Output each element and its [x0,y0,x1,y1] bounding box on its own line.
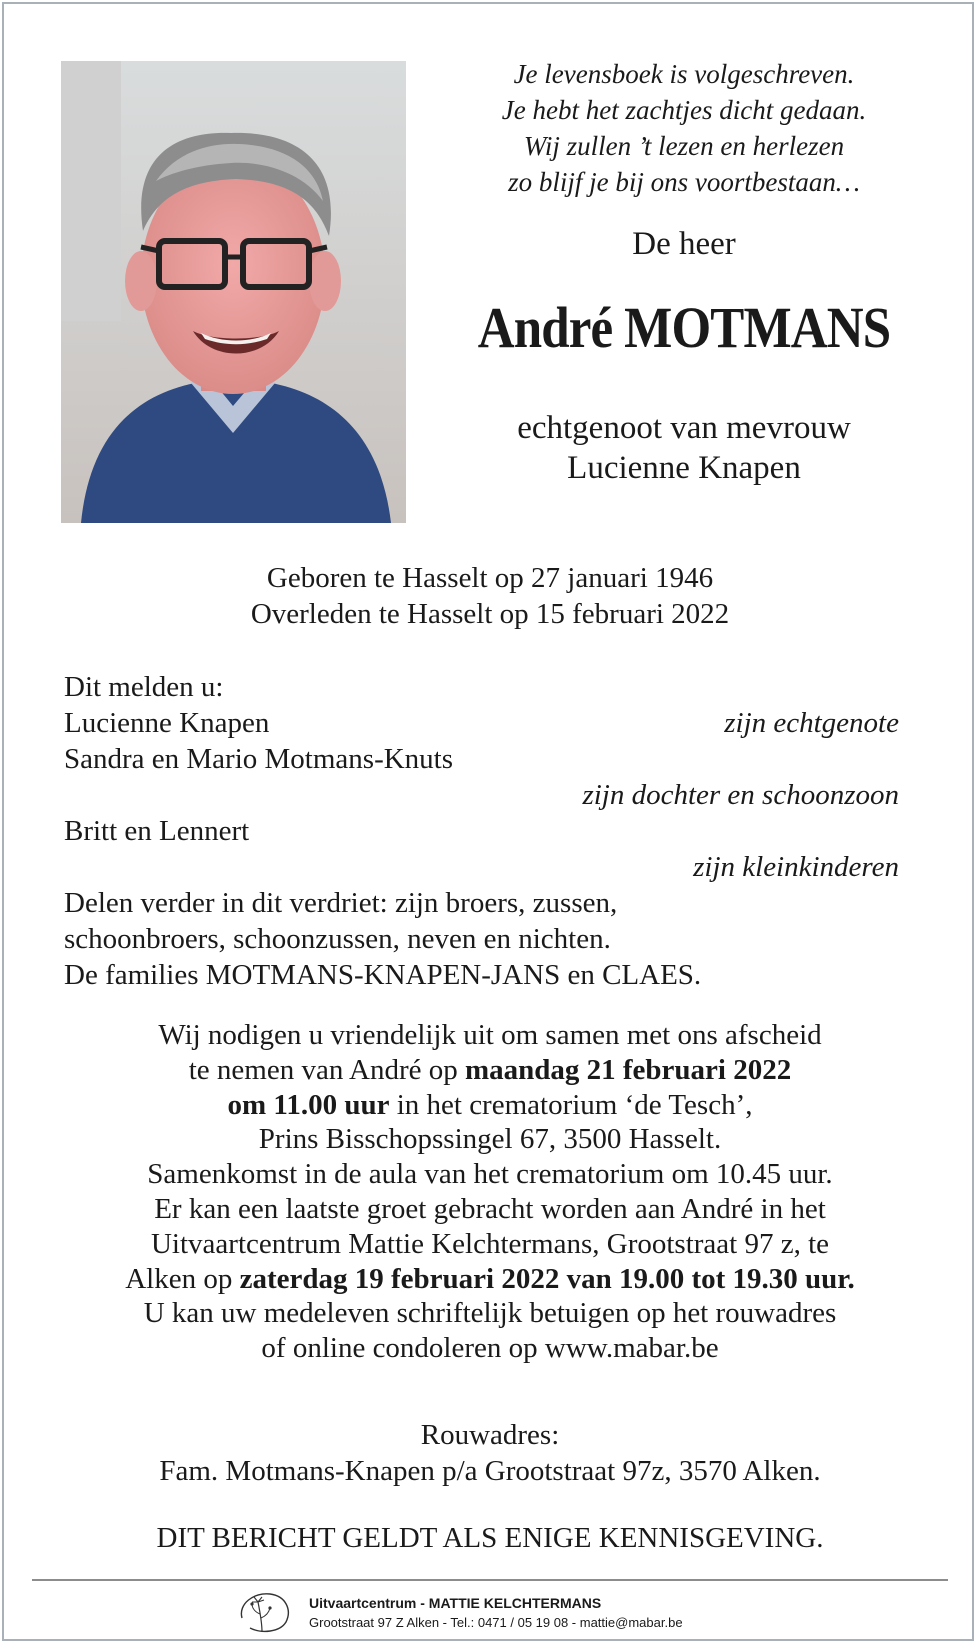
address-value: Fam. Motmans-Knapen p/a Grootstraat 97z, 3570 Alken. [159,1455,821,1487]
announce-extra-line: Delen verder in dit verdriet: zijn broers, zussen, [64,887,618,919]
funeral-home-name: Uitvaartcentrum - MATTIE KELCHTERMANS [309,1595,602,1611]
family-member-relation: zijn dochter en schoonzoon [582,779,899,811]
ceremony-time: om 11.00 uur [227,1088,390,1121]
family-member-row [64,849,899,885]
ceremony-text: in het crematorium ‘de Tesch’, [389,1088,753,1121]
family-member-name: Britt en Lennert [64,815,250,847]
death-notice-card [2,2,974,1641]
address-label: Rouwadres: [420,1419,560,1451]
death-line: Overleden te Hasselt op 15 februari 2022 [250,598,730,630]
poem-line: Wij zullen ’t lezen en herlezen [523,131,845,161]
ceremony-date: maandag 21 februari 2022 [464,1053,792,1086]
birth-line: Geboren te Hasselt op 27 januari 1946 [266,562,714,594]
portrait-illustration [61,61,406,523]
ceremony-line: Uitvaartcentrum Mattie Kelchtermans, Grootstraat 97 z, te [150,1227,830,1260]
ceremony-line [4,1053,976,1088]
poem-line: Je levensboek is volgeschreven. [513,59,855,89]
ceremony-line [4,1262,976,1297]
portrait-photo [61,61,406,523]
life-dates [4,560,976,632]
visitation-datetime: zaterdag 19 februari 2022 van 19.00 tot 19.30 uur. [239,1262,855,1295]
spouse-name: Lucienne Knapen [567,450,801,486]
flower-circle-icon [232,1588,296,1636]
spouse-info [434,408,934,488]
title-prefix: De heer [632,226,736,262]
ceremony-line: Wij nodigen u vriendelijk uit om samen met ons afscheid [158,1019,822,1051]
ceremony-line: Prins Bisschopssingel 67, 3500 Hasselt. [258,1123,722,1156]
announce-extra-line: schoonbroers, schoonzussen, neven en nichten. [64,923,611,955]
ceremony-info [4,1018,976,1366]
poem [434,56,934,200]
poem-line: zo blijf je bij ons voortbestaan… [508,167,860,197]
family-member-relation: zijn kleinkinderen [693,851,899,883]
family-member-relation: zijn echtgenote [724,707,899,739]
ceremony-line [4,1088,976,1123]
mourning-address [4,1417,976,1489]
footer-divider [32,1579,948,1581]
ceremony-line: of online condoleren op www.mabar.be [261,1332,719,1365]
ceremony-text: Alken op [125,1262,240,1295]
announcement [64,669,899,993]
announce-extra-line: De families MOTMANS-KNAPEN-JANS en CLAES. [64,959,702,991]
poem-line: Je hebt het zachtjes dicht gedaan. [501,95,867,125]
ceremony-line: Er kan een laatste groet gebracht worden aan André in het [154,1192,826,1225]
spouse-line: echtgenoot van mevrouw [517,410,851,446]
ceremony-line: U kan uw medeleven schriftelijk betuigen op het rouwadres [143,1297,837,1330]
ceremony-text: te nemen van André op [188,1053,465,1086]
notice-statement: DIT BERICHT GELDT ALS ENIGE KENNISGEVING. [156,1522,824,1554]
deceased-name: André MOTMANS [477,295,891,360]
ceremony-line: Samenkomst in de aula van het crematorium om 10.45 uur. [147,1158,833,1191]
family-member-row [64,777,899,813]
family-member-row [64,705,899,741]
family-member-name: Lucienne Knapen [64,707,270,739]
family-member-name: Sandra en Mario Motmans-Knuts [64,743,454,775]
funeral-home-contact: Grootstraat 97 Z Alken - Tel.: 0471 / 05 19 08 - mattie@mabar.be [309,1615,683,1630]
announce-intro: Dit melden u: [64,671,224,703]
funeral-home-info [309,1593,683,1633]
